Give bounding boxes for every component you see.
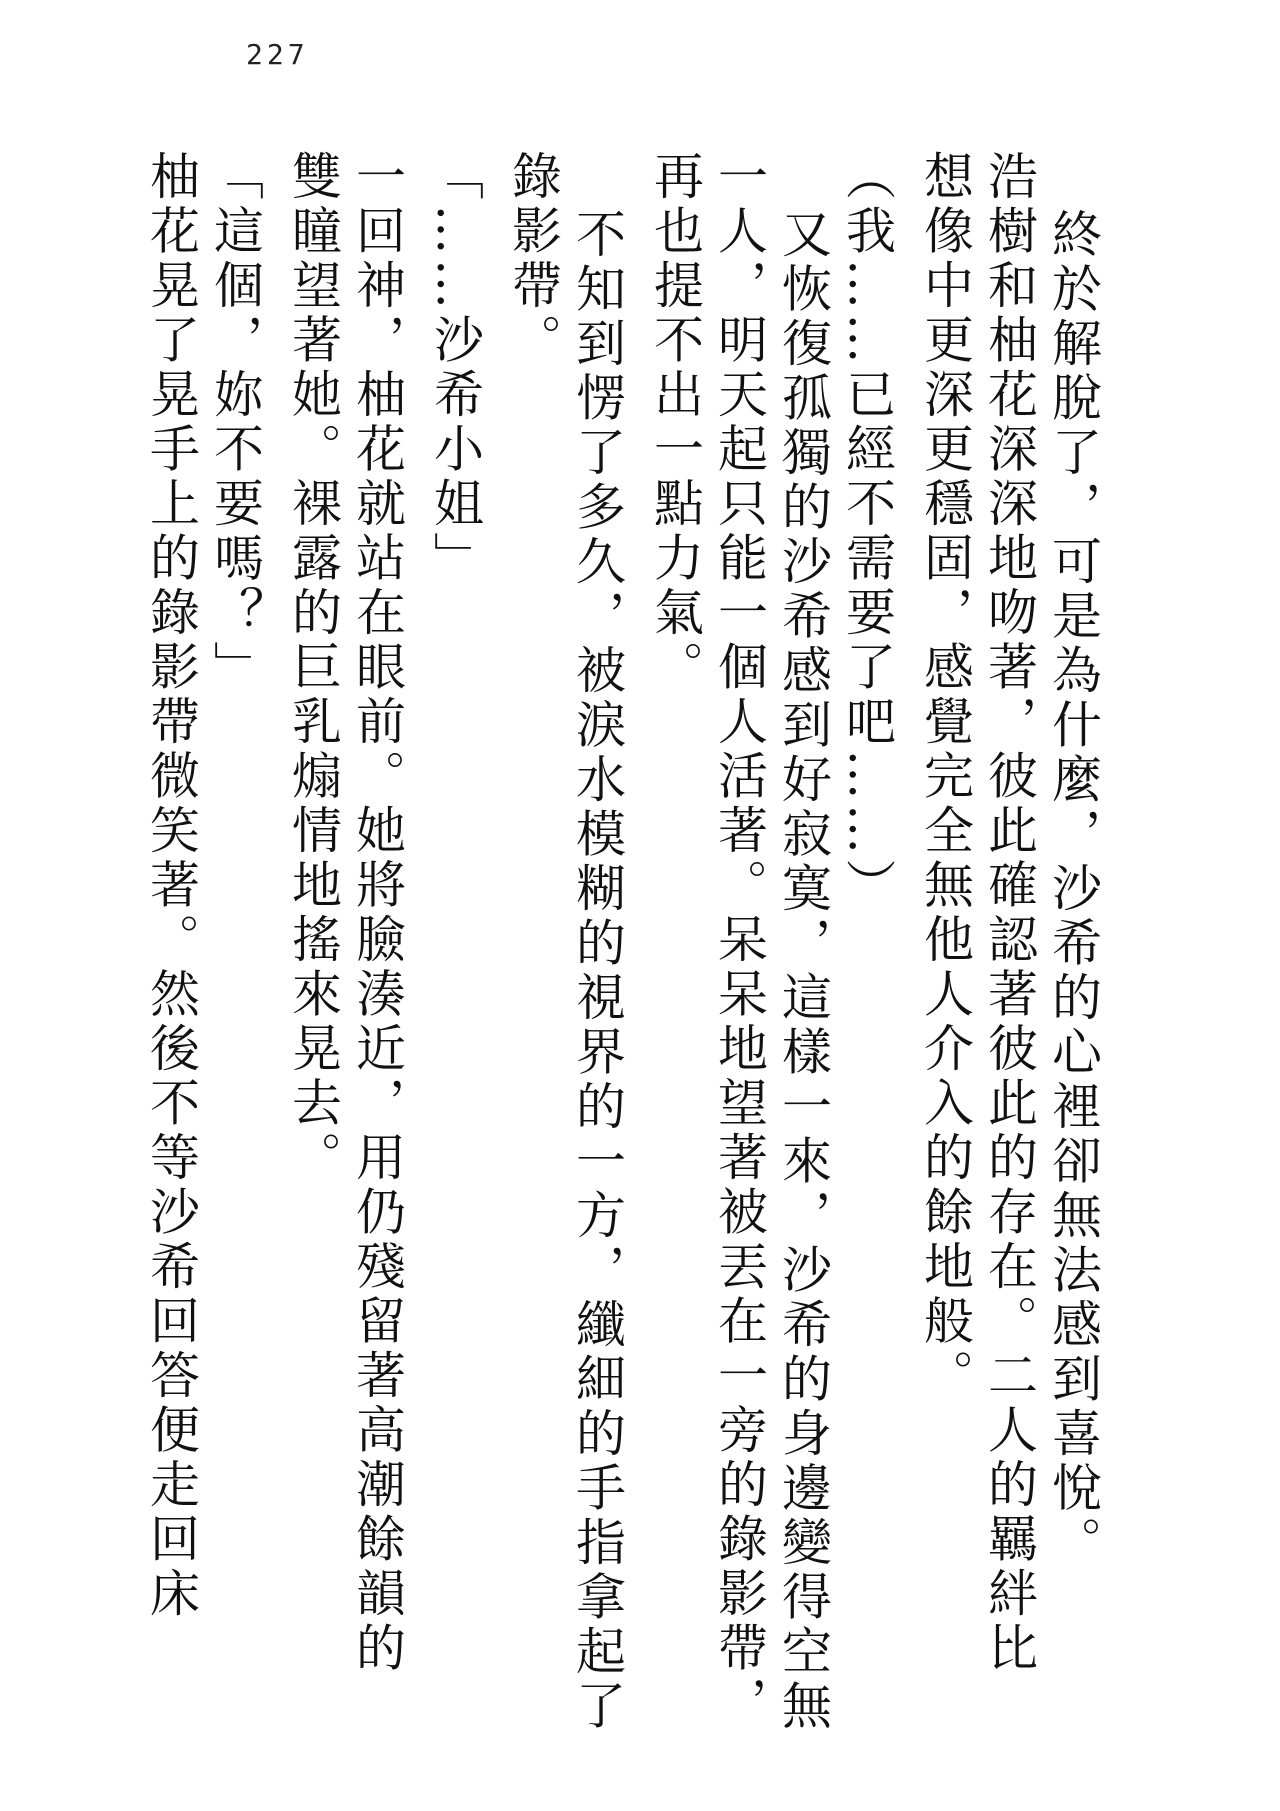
text-line: 不知到愣了多久，被淚水模糊的視界的一方，纖細的手指拿起了 bbox=[568, 208, 626, 1734]
page-number: 227 bbox=[246, 38, 309, 71]
text-line: 雙瞳望著她。裸露的巨乳煽情地搖來晃去。 bbox=[284, 150, 342, 1186]
text-line: 終於解脫了，可是為什麼，沙希的心裡卻無法感到喜悅。 bbox=[1044, 208, 1102, 1571]
text-line: 柚花晃了晃手上的錄影帶微笑著。然後不等沙希回答便走回床 bbox=[142, 150, 200, 1622]
text-line: 「……沙希小姐」 bbox=[426, 150, 484, 586]
text-line: 又恢復孤獨的沙希感到好寂寞，這樣一來，沙希的身邊變得空無 bbox=[774, 208, 832, 1734]
text-line: 再也提不出一點力氣。 bbox=[646, 150, 704, 695]
body-text bbox=[139, 150, 1105, 1734]
text-line: 錄影帶。 bbox=[504, 150, 562, 368]
text-line: 一回神，柚花就站在眼前。她將臉湊近，用仍殘留著高潮餘韻的 bbox=[348, 150, 406, 1676]
text-line: 想像中更深更穩固，感覺完全無他人介入的餘地般。 bbox=[916, 150, 974, 1404]
text-line: 一人，明天起只能一個人活著。呆呆地望著被丟在一旁的錄影帶， bbox=[710, 150, 768, 1731]
text-line: 浩樹和柚花深深地吻著，彼此確認著彼此的存在。二人的羈絆比 bbox=[980, 150, 1038, 1676]
text-line: 「這個，妳不要嗎？」 bbox=[206, 150, 264, 695]
text-line: （我……已經不需要了吧……） bbox=[838, 150, 896, 913]
